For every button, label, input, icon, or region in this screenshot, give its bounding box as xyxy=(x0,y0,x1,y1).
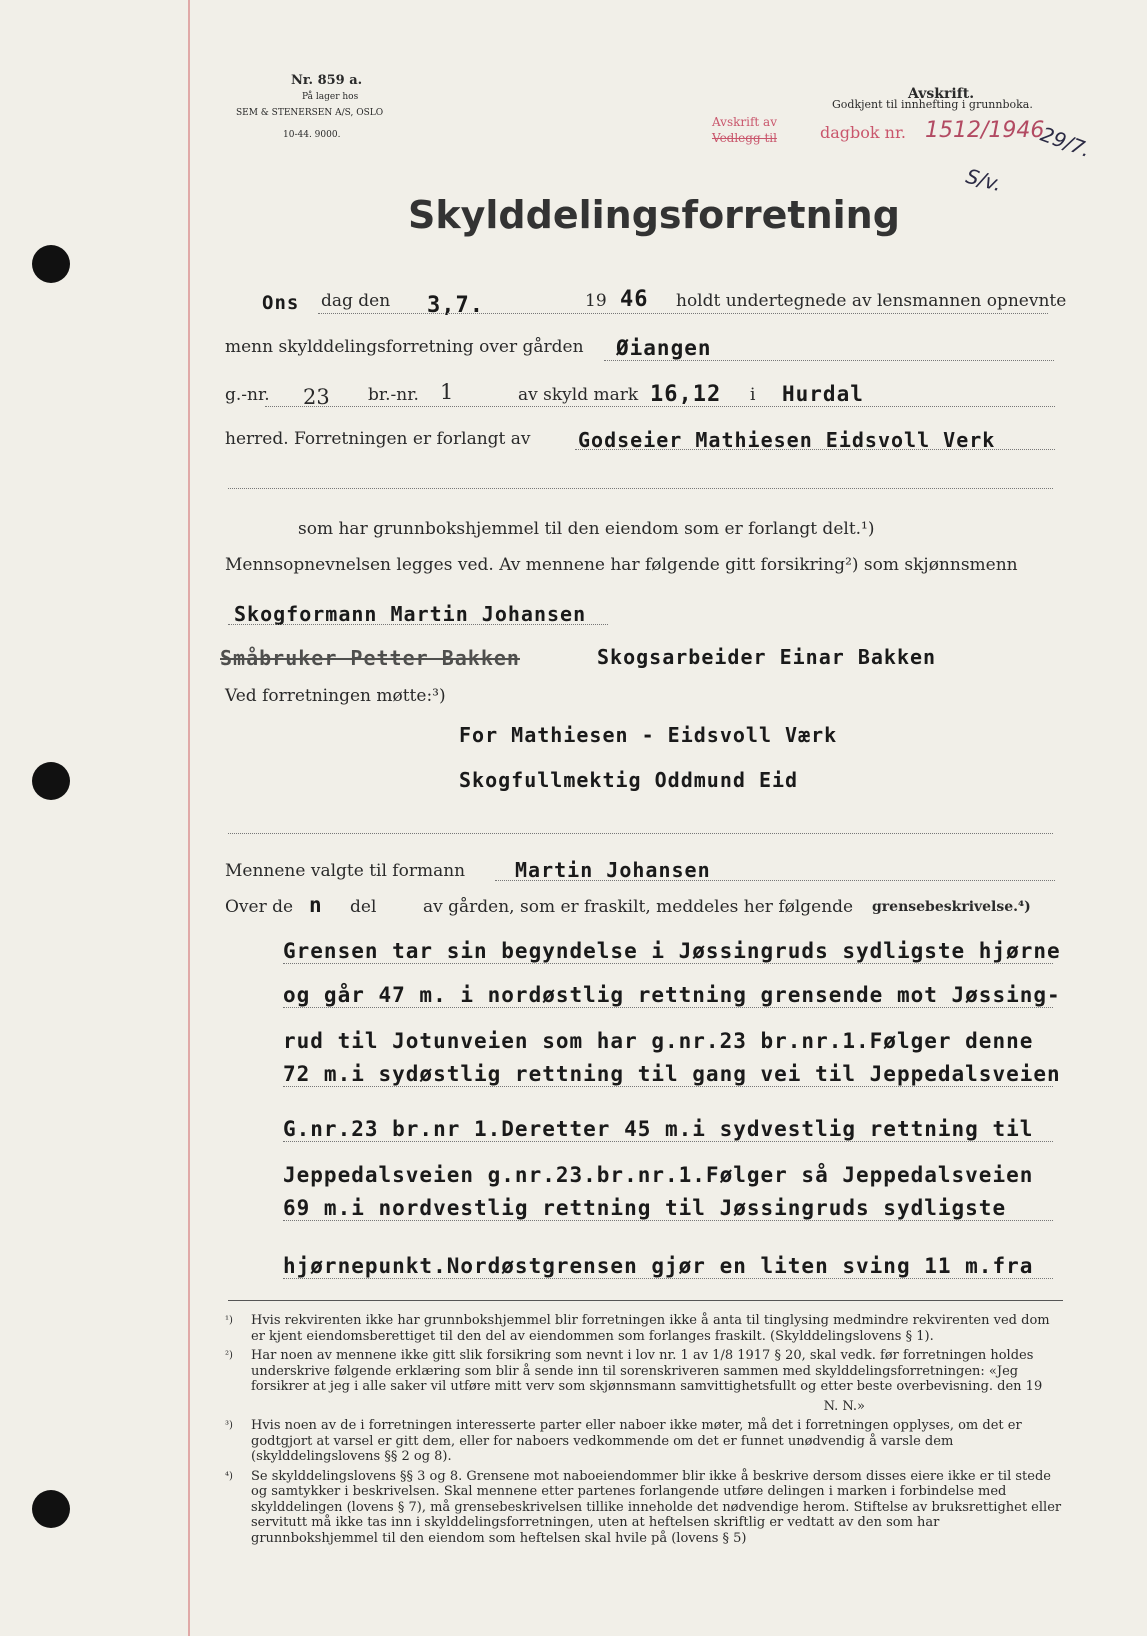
footnote-text: Hvis noen av de i forretningen interesserte parter eller naboer ikke møter, må det i forretningen opplyses, om det er godtgjort at varsel er gitt dem, eller for naboers vedkommende om det er funnet unødvendig å varsle dem (skylddelingslovens §§ 2 og 8). xyxy=(251,1418,1022,1464)
dotted-line xyxy=(283,1086,1053,1087)
dagbok-date: 29/7. xyxy=(1037,121,1094,163)
dotted-line xyxy=(228,624,608,625)
boundary-line: Jeppedalsveien g.nr.23.br.nr.1.Følger så Jeppedalsveien xyxy=(283,1163,1034,1187)
appraiser-2: Småbruker Petter Bakken xyxy=(220,646,520,670)
dotted-line xyxy=(228,833,1053,834)
dagbok-number: 1512/1946 xyxy=(925,118,1045,143)
page-title: Skylddelingsforretning xyxy=(408,193,900,237)
year-suffix: 46 xyxy=(620,287,649,312)
municipality: Hurdal xyxy=(782,382,864,406)
footnote-text: Har noen av mennene ikke gitt slik forsikring som nevnt i lov nr. 1 av 1/8 1917 § 20, skal vedk. før forretningen holdes underskrive følgende erklæring som blir å sende inn til sorenskriveren sammen med skylddelingsforretningen: «Jeg forsikrer at jeg i alle saker vil utføre mitt verv som skjønnsmann samvittighetsfullt og etter beste overbevisning. den 19 xyxy=(251,1348,1043,1394)
footnote-3 xyxy=(225,1418,1065,1465)
boundary-line: Grensen tar sin begyndelse i Jøssingruds sydligste hjørne xyxy=(283,939,1061,963)
dotted-line xyxy=(283,963,1053,964)
gnr-label: g.-nr. xyxy=(225,385,270,405)
boundary-line: rud til Jotunveien som har g.nr.23 br.nr.1.Følger denne xyxy=(283,1029,1034,1053)
dotted-line xyxy=(604,360,1054,361)
dotted-line xyxy=(283,1220,1053,1221)
dotted-line xyxy=(283,1007,1053,1008)
weekday: Ons xyxy=(262,292,300,314)
margin-line xyxy=(188,0,190,1636)
punch-hole-bottom xyxy=(32,1490,70,1528)
boundary-line: 72 m.i sydøstlig rettning til gang vei til Jeppedalsveien xyxy=(283,1062,1061,1086)
boundary-line: 69 m.i nordvestlig rettning til Jøssingruds sydligste xyxy=(283,1196,1007,1220)
i-label: i xyxy=(750,385,756,405)
footnote-signature xyxy=(225,1399,1065,1415)
year-prefix: 19 xyxy=(585,291,607,311)
formann-label: Mennene valgte til formann xyxy=(225,861,466,881)
footnote-text: Hvis rekvirenten ikke har grunnbokshjemmel blir forretningen ikke å anta til tinglysing medmindre rekvirenten ved dom er kjent eiendomsberettiget til den del av eiendommen som forlanges fraskilt. (Skylddelingslovens § 1). xyxy=(251,1313,1050,1344)
over-tail: av gården, som er fraskilt, meddeles her følgende xyxy=(423,897,854,917)
publisher-line-2: SEM & STENERSEN A/S, OSLO xyxy=(236,108,384,118)
publisher-line-1: På lager hos xyxy=(302,92,359,102)
footnote-mark: ²) xyxy=(225,1350,233,1361)
brnr-label: br.-nr. xyxy=(368,385,419,405)
boundary-label: grensebeskrivelse.⁴) xyxy=(872,899,1031,915)
footnote-mark: ⁴) xyxy=(225,1470,233,1482)
dotted-line xyxy=(283,1141,1053,1142)
del-letter: n xyxy=(309,893,323,917)
formann-name: Martin Johansen xyxy=(515,858,711,882)
stamp-line-1: Avskrift av xyxy=(712,115,777,129)
footnote-4 xyxy=(225,1469,1065,1547)
form-number: Nr. 859 a. xyxy=(291,73,363,88)
farm-name: Øiangen xyxy=(616,336,712,360)
appraiser-3: Skogsarbeider Einar Bakken xyxy=(597,645,937,669)
footnotes xyxy=(225,1313,1065,1550)
footnote-divider xyxy=(228,1300,1063,1301)
boundary-line: og går 47 m. i nordøstlig rettning grensende mot Jøssing- xyxy=(283,983,1061,1007)
boundary-line: G.nr.23 br.nr 1.Deretter 45 m.i sydvestlig rettning til xyxy=(283,1117,1034,1141)
requester: Godseier Mathiesen Eidsvoll Verk xyxy=(578,428,996,452)
stamp-line-2: Vedlegg til xyxy=(712,131,777,145)
attendee-1: For Mathiesen - Eidsvoll Værk xyxy=(459,723,838,747)
gnr-value: 23 xyxy=(303,385,330,409)
footnote-2 xyxy=(225,1348,1065,1395)
dotted-line xyxy=(283,1278,1053,1279)
del-label: del xyxy=(350,897,377,917)
punch-hole-middle xyxy=(32,762,70,800)
approval-text: Godkjent til innhefting i grunnboka. xyxy=(832,98,1033,111)
attendee-2: Skogfullmektig Oddmund Eid xyxy=(459,768,799,792)
initials: S/v. xyxy=(963,163,1005,197)
skyld-label: av skyld mark xyxy=(518,385,639,405)
hjemmel-text: som har grunnbokshjemmel til den eiendom som er forlangt delt.¹) xyxy=(298,519,875,539)
dotted-line xyxy=(228,488,1053,489)
mennsop-text: Mennsopnevnelsen legges ved. Av mennene har følgende gitt forsikring²) som skjønnsmenn xyxy=(225,555,1018,575)
date: 3,7. xyxy=(427,293,484,318)
brnr-value: 1 xyxy=(440,380,454,404)
punch-hole-top xyxy=(32,245,70,283)
line2-text: menn skylddelingsforretning over gården xyxy=(225,337,584,357)
footnote-1 xyxy=(225,1313,1065,1344)
dotted-line xyxy=(495,880,1055,881)
dotted-line xyxy=(265,406,1055,407)
footnote-mark: ¹) xyxy=(225,1315,233,1326)
dagbok-label: dagbok nr. xyxy=(820,123,906,142)
footnote-mark: ³) xyxy=(225,1420,233,1431)
dotted-line xyxy=(575,449,1055,450)
footnote-signature-text: N. N.» xyxy=(823,1398,865,1414)
appraiser-1: Skogformann Martin Johansen xyxy=(234,602,587,626)
skyld-value: 16,12 xyxy=(650,382,722,407)
copy-title: Avskrift. xyxy=(908,86,975,102)
line1-tail: holdt undertegnede av lensmannen opnevnte xyxy=(676,291,1067,311)
over-de-label: Over de xyxy=(225,897,294,917)
attendance-label: Ved forretningen møtte:³) xyxy=(225,686,446,706)
dotted-line xyxy=(318,313,1048,314)
dag-den-label: dag den xyxy=(321,291,391,311)
boundary-line: hjørnepunkt.Nordøstgrensen gjør en liten sving 11 m.fra xyxy=(283,1254,1034,1278)
footnote-text: Se skylddelingslovens §§ 3 og 8. Grensene mot naboeiendommer blir ikke å beskrive dersom disses eiere ikke er til stede og samtykker i beskrivelsen. Skal mennene etter partenes forlangende utføre delingen i marken i forbindelse med skylddelingen (lovens § 7), må grensebeskrivelsen tillike inneholde det nødvendige herom. Stiftelse av bruksrettighet eller servitutt må ikke tas inn i skylddelingsforretningen, uten at heftelsen skriftlig er vedtatt av den som har grunnbokshjemmel til den eiendom som heftelsen skal hvile på (lovens § 5) xyxy=(251,1468,1062,1546)
print-code: 10-44. 9000. xyxy=(283,130,341,140)
herred-text: herred. Forretningen er forlangt av xyxy=(225,429,531,449)
